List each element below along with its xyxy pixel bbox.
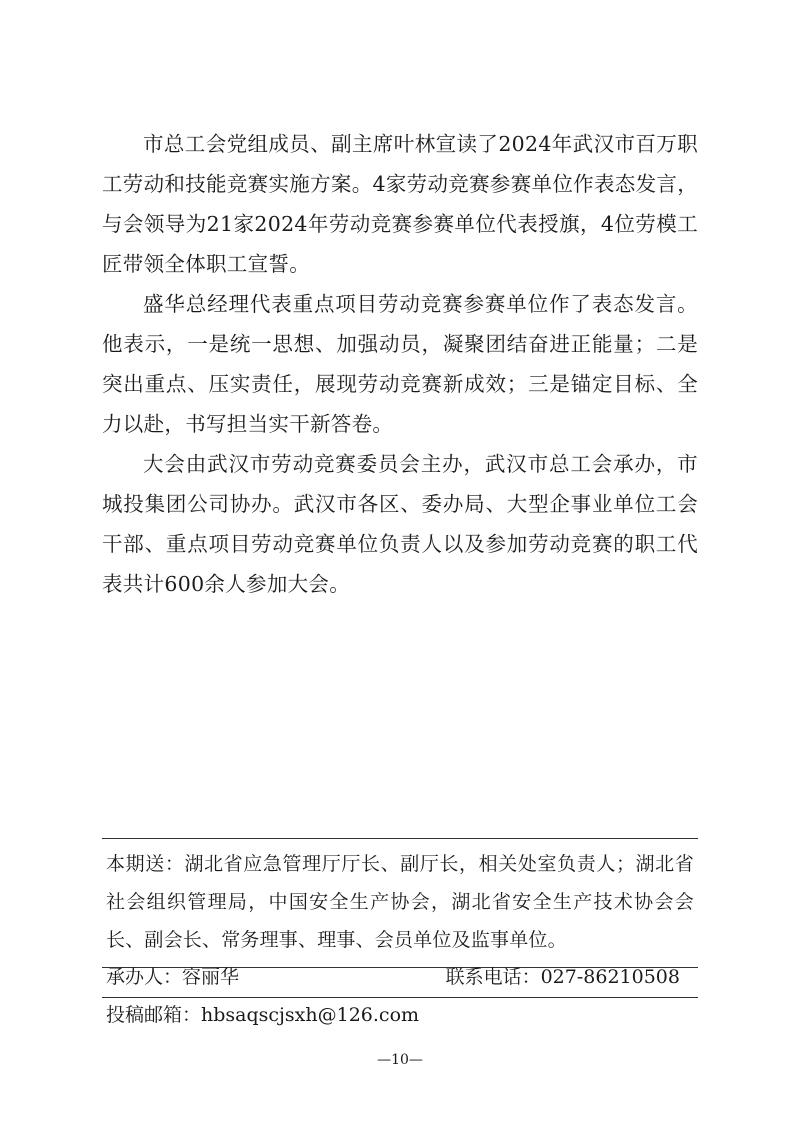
distribution-box: [102, 838, 698, 968]
paragraph-representative-speech: 盛华总经理代表重点项目劳动竞赛参赛单位作了表态发言。他表示，一是统一思想、加强动员，凝聚团结奋进正能量；二是突出重点、压实责任，展现劳动竞赛新成效；三是锚定目标、全力以赴，书写担当实干新答卷。: [102, 292, 698, 436]
contact-line: [102, 958, 698, 998]
contact-phone: 联系电话：027-86210508: [445, 966, 680, 988]
distribution-list: 本期送：湖北省应急管理厅厅长、副厅长，相关处室负责人；湖北省社会组织管理局，中国安全生产协会，湖北省安全生产技术协会会长、副会长、常务理事、理事、会员单位及监事单位。: [106, 853, 694, 951]
paragraph-meeting-organizers: 大会由武汉市劳动竞赛委员会主办，武汉市总工会承办，市城投集团公司协办。武汉市各区、委办局、大型企事业单位工会干部、重点项目劳动竞赛单位负责人以及参加劳动竞赛的职工代表共计600余人参加大会。: [102, 452, 698, 596]
paragraph-oath-ceremony: 市总工会党组成员、副主席叶林宣读了2024年武汉市百万职工劳动和技能竞赛实施方案。4家劳动竞赛参赛单位作表态发言，与会领导为21家2024年劳动竞赛参赛单位代表授旗，4位劳模工匠带领全体职工宣誓。: [102, 132, 698, 276]
article-body: [102, 124, 698, 604]
submission-email: 投稿邮箱：hbsaqscjsxh@126.com: [106, 1004, 420, 1026]
page-number: —10—: [377, 1052, 423, 1068]
organizer-label: 承办人：容丽华: [106, 966, 240, 988]
